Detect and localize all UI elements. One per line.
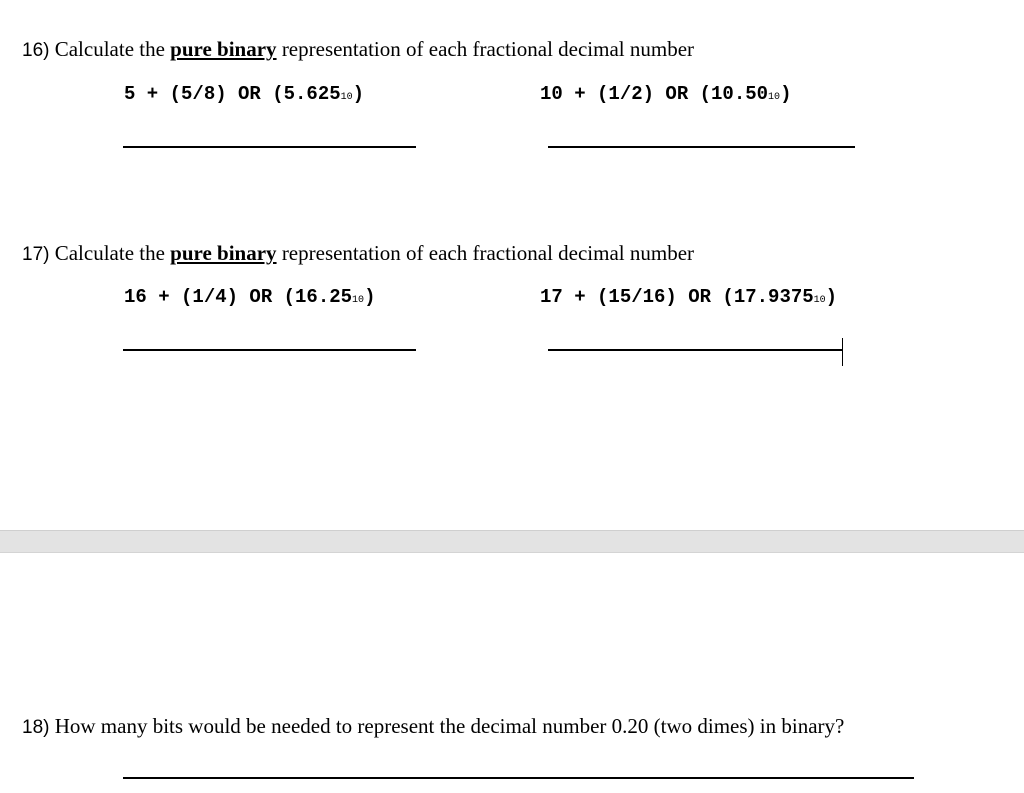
problem-17a [124, 285, 375, 313]
question-number: 16) [22, 40, 50, 61]
problem-17b [540, 285, 837, 313]
problem-expression: 10 + (1/2) OR (10.50 [540, 83, 769, 105]
problem-expression: 5 + (5/8) OR (5.625 [124, 83, 341, 105]
question-16 [22, 36, 694, 64]
close-paren: ) [364, 286, 376, 308]
problem-16b [540, 82, 791, 110]
close-paren: ) [352, 83, 365, 105]
close-paren: ) [780, 83, 792, 105]
answer-blank-17b[interactable] [548, 349, 842, 351]
answer-blank-17a[interactable] [123, 349, 416, 351]
base-subscript: 10 [768, 92, 781, 103]
answer-blank-16b[interactable] [548, 146, 855, 148]
page-break-gap [0, 530, 1024, 553]
prompt-end: representation of each fractional decimal number [281, 241, 695, 265]
prompt: How many bits would be needed to represent the decimal number 0.20 (two dimes) in binary? [54, 714, 845, 738]
question-number: 17) [22, 244, 50, 265]
base-subscript: 10 [813, 295, 826, 306]
text-cursor [842, 338, 843, 366]
close-paren: ) [825, 286, 838, 308]
page-bottom [0, 553, 1024, 793]
problem-16a [124, 82, 364, 110]
prompt-end: representation of each fractional decimal number [281, 37, 695, 61]
prompt-start: Calculate the [54, 37, 165, 61]
question-18 [22, 713, 844, 741]
prompt-start: Calculate the [54, 241, 165, 265]
answer-blank-16a[interactable] [123, 146, 416, 148]
answer-blank-18[interactable] [123, 777, 914, 779]
prompt-emphasis: pure binary [170, 241, 277, 265]
problem-expression: 16 + (1/4) OR (16.25 [124, 286, 353, 308]
prompt-emphasis: pure binary [170, 37, 277, 61]
question-17 [22, 240, 694, 268]
question-number: 18) [22, 717, 50, 738]
base-subscript: 10 [340, 92, 353, 103]
base-subscript: 10 [352, 295, 365, 306]
problem-expression: 17 + (15/16) OR (17.9375 [540, 286, 814, 308]
